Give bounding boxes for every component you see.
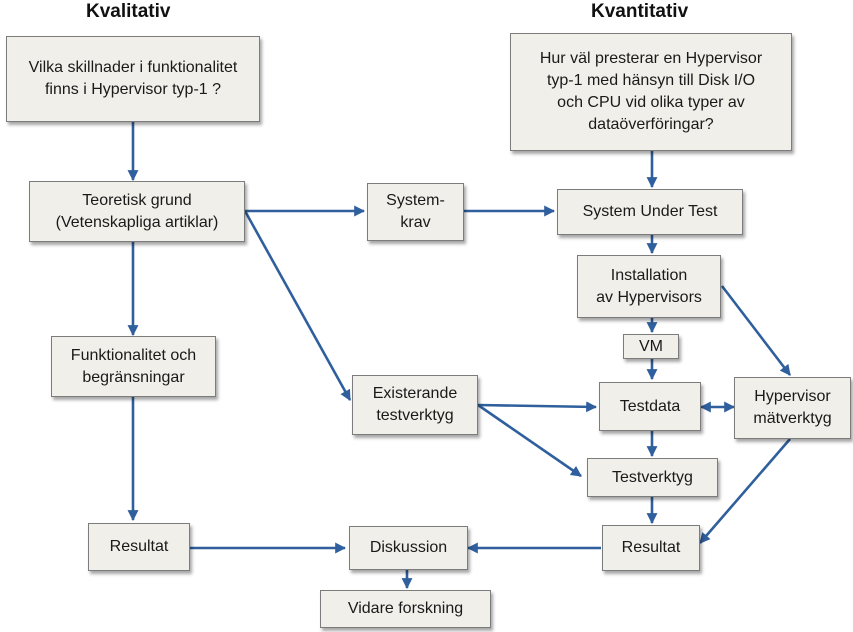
node-hypervisor-measurement-tools (734, 377, 851, 439)
node-install-hypervisors-label: Installation av Hypervisors (596, 266, 702, 306)
node-vm (623, 334, 679, 359)
node-further-research-label: Vidare forskning (347, 600, 464, 617)
node-theory-label: Teoretisk grund (Vetenskapliga artiklar) (55, 191, 219, 231)
arrow-install-hmat (722, 286, 790, 375)
node-system-under-test (557, 189, 743, 235)
node-functionality (51, 336, 216, 397)
node-existing-test-tools-label: Existerande testverktyg (372, 385, 458, 424)
node-vm-label: VM (639, 337, 663, 355)
node-result-quantitative-label: Resultat (621, 539, 681, 556)
node-system-requirements-label: System- krav (386, 192, 445, 231)
heading-kvantitativ: Kvantitativ (591, 1, 689, 22)
node-test-tools (587, 458, 718, 497)
node-result-qualitative-label: Resultat (109, 538, 169, 555)
arrow-exist-testdata (478, 405, 596, 407)
node-discussion (349, 526, 468, 570)
node-question-qualitative-label: Vilka skillnader i funktionalitet finns i Hypervisor typ-1 ? (28, 59, 238, 98)
node-system-under-test-label: System Under Test (582, 203, 718, 220)
node-test-data-label: Testdata (619, 397, 681, 415)
node-question-quantitative-label: Hur väl presterar en Hypervisor typ-1 med hänsyn till Disk I/O och CPU vid olika typer av dataöverföringar? (539, 50, 763, 133)
node-functionality-label: Funktionalitet och begränsningar (70, 346, 197, 386)
node-discussion-label: Diskussion (369, 539, 448, 556)
node-result-qualitative (88, 523, 190, 571)
arrow-teori-exist (245, 211, 350, 400)
heading-kvalitativ: Kvalitativ (86, 1, 171, 22)
node-further-research (320, 590, 491, 628)
node-theory (29, 181, 245, 242)
node-existing-test-tools (352, 375, 478, 435)
node-test-tools-label: Testverktyg (612, 468, 693, 486)
node-test-data (599, 382, 701, 431)
node-question-qualitative (6, 36, 260, 122)
arrow-exist-testverk (478, 405, 581, 476)
node-system-requirements (367, 183, 464, 241)
node-result-quantitative (602, 525, 700, 571)
node-install-hypervisors (577, 255, 721, 318)
node-hypervisor-measurement-tools-label: Hypervisor mätverktyg (753, 388, 832, 427)
node-question-quantitative (510, 33, 792, 151)
